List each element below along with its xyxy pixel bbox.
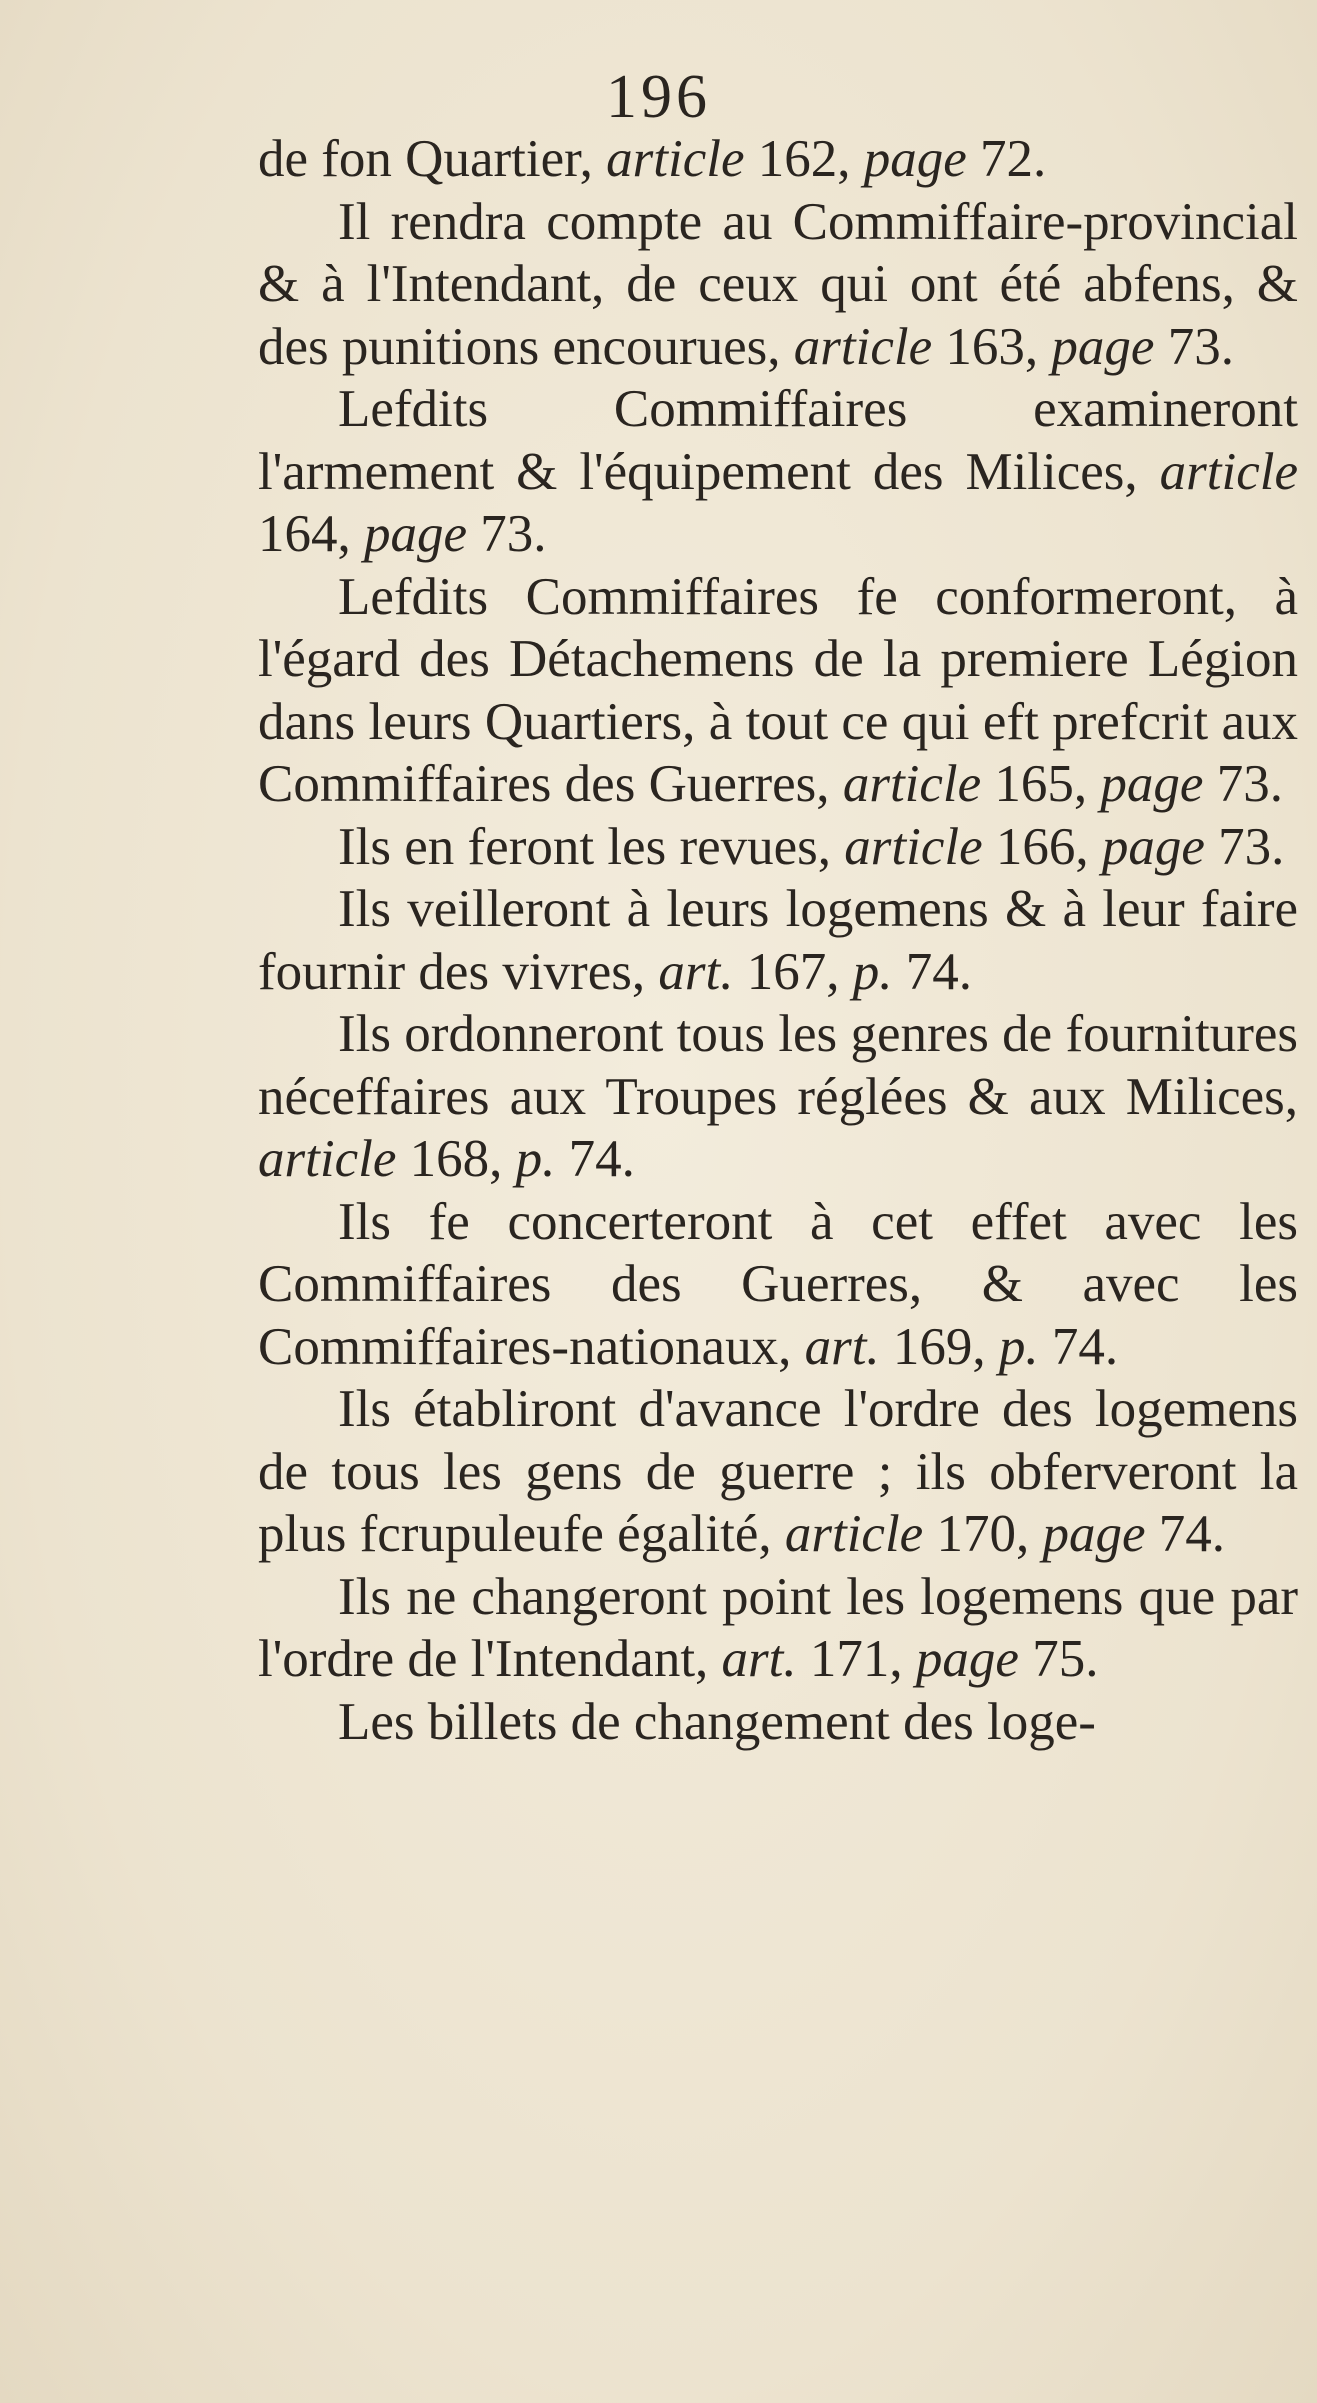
paragraph-p5 — [258, 878, 1298, 1003]
text-run: 169, — [879, 1317, 999, 1376]
text-run: 167, — [733, 942, 853, 1001]
reference-label: article — [258, 1130, 397, 1188]
text-run: 74. — [1038, 1317, 1119, 1376]
reference-label: p. — [998, 1317, 1039, 1376]
reference-label: art. — [804, 1317, 880, 1376]
text-run: Il rendra compte au Commiffaire-provincial & à l'Intendant, de ceux qui ont été abfens, & des punitions encourues, — [258, 192, 1298, 376]
reference-label: page — [364, 505, 468, 563]
paragraph-p7 — [258, 1191, 1298, 1379]
text-run: 73. — [1154, 317, 1234, 376]
reference-label: page — [915, 1630, 1019, 1688]
reference-label: page — [1051, 317, 1155, 376]
paragraph-p0 — [258, 128, 1298, 191]
text-run: 164, — [258, 505, 364, 563]
text-run: 166, — [982, 817, 1102, 876]
paragraph-p2 — [258, 378, 1298, 566]
text-run: 163, — [932, 317, 1052, 376]
text-run: 72. — [966, 130, 1047, 188]
reference-label: p. — [515, 1130, 556, 1188]
reference-label: article — [784, 1505, 924, 1563]
text-run: Les billets de changement des loge- — [338, 1692, 1096, 1751]
text-block — [258, 128, 1298, 1753]
reference-label: article — [793, 317, 933, 376]
text-run: 75. — [1018, 1630, 1099, 1688]
paragraph-p10 — [258, 1691, 1298, 1754]
reference-label: page — [1100, 755, 1204, 813]
reference-label: article — [1159, 442, 1298, 501]
paragraph-p9 — [258, 1566, 1298, 1691]
text-run: 73. — [1204, 817, 1285, 876]
paragraph-p8 — [258, 1378, 1298, 1566]
reference-label: article — [606, 130, 745, 188]
text-run: Ils veilleront à leurs logemens & à leur faire fournir des vivres, — [258, 880, 1298, 1001]
text-run: Ils ne changeront point les logemens que par l'ordre de l'Intendant, — [258, 1567, 1298, 1688]
text-run: 168, — [396, 1130, 516, 1188]
text-run: Ils ordonneront tous les genres de fournitures néceffaires aux Troupes réglées & aux Milices, — [258, 1005, 1298, 1126]
paragraph-p4 — [258, 816, 1298, 879]
paragraph-p3 — [258, 566, 1298, 816]
text-run: 170, — [923, 1505, 1043, 1563]
reference-label: art. — [721, 1630, 797, 1688]
text-run: Lefdits Commiffaires examineront l'armement & l'équipement des Milices, — [258, 380, 1298, 501]
text-run: 74. — [1145, 1505, 1225, 1563]
text-run: 73. — [1203, 755, 1283, 813]
reference-label: article — [844, 817, 983, 876]
text-run: Ils établiront d'avance l'ordre des logemens de tous les gens de guerre ; ils obferveront la plus fcrupuleufe égalité, — [258, 1380, 1298, 1563]
reference-label: art. — [658, 942, 734, 1001]
reference-label: page — [1042, 1505, 1146, 1563]
text-run: 165, — [981, 755, 1101, 813]
text-run: 74. — [892, 942, 972, 1001]
text-run: Ils fe concerteront à cet effet avec les Commiffaires des Guerres, & avec les Commiffaires-nationaux, — [258, 1192, 1298, 1376]
text-run: 171, — [796, 1630, 916, 1688]
reference-label: page — [1101, 817, 1205, 876]
paragraph-p1 — [258, 191, 1298, 379]
paragraph-p6 — [258, 1003, 1298, 1191]
reference-label: p. — [852, 942, 893, 1001]
reference-label: article — [842, 755, 982, 813]
text-run: 74. — [555, 1130, 635, 1188]
page-number: 196 — [606, 63, 711, 131]
reference-label: page — [863, 130, 967, 188]
text-run: 73. — [467, 505, 547, 563]
text-run: Ils en feront les revues, — [338, 817, 845, 876]
text-run: 162, — [744, 130, 864, 188]
text-run: de fon Quartier, — [258, 130, 607, 188]
text-run: Lefdits Commiffaires fe conformeront, à l'égard des Détachemens de la premiere Légion dans leurs Quartiers, à tout ce qui eft prefcrit aux Commiffaires des Guerres, — [258, 567, 1298, 813]
